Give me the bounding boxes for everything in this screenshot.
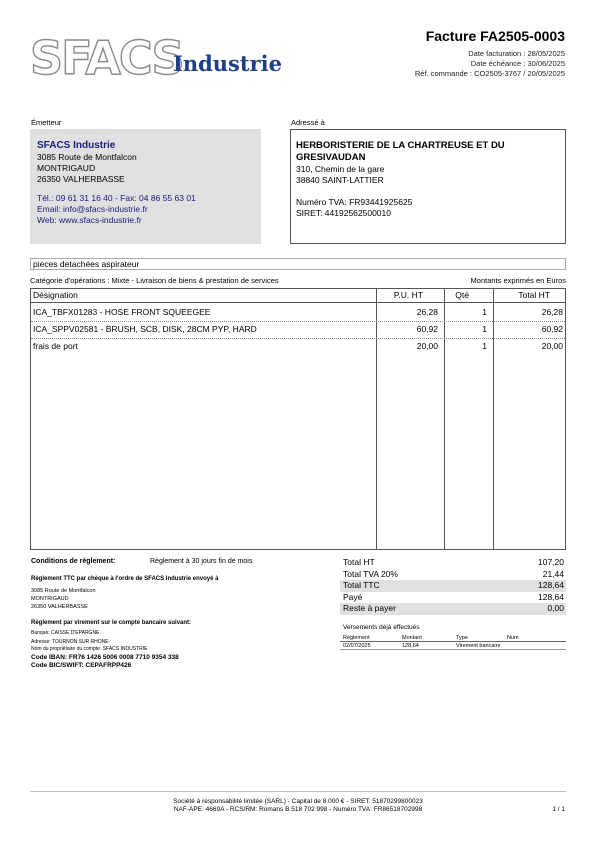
row-designation: ICA_TBFX01283 - HOSE FRONT SQUEEGEE: [33, 307, 211, 317]
recipient-address-line: 38840 SAINT-LATTIER: [296, 175, 384, 185]
row-unit-price: 20,00: [416, 341, 438, 351]
issuer-box: [30, 129, 261, 244]
cheque-address-line: 3085 Route de Montfalcon: [31, 588, 96, 594]
row-quantity: 1: [482, 307, 487, 317]
row-quantity: 1: [482, 324, 487, 334]
row-quantity: 1: [482, 341, 487, 351]
footer-legal-line: Société à responsabilité limitée (SARL) - Capital de 8 000 € - SIRET: 51870299800023: [173, 798, 423, 805]
company-logo: [30, 33, 290, 83]
row-total: 26,28: [541, 307, 563, 317]
payments-header-amount: Montant: [402, 635, 422, 641]
recipient-label: Adressé à: [291, 118, 325, 127]
order-reference: Réf. commande : CO2505-3767 / 20/05/2025: [414, 69, 565, 78]
due-date: Date échéance : 30/06/2025: [470, 59, 565, 68]
iban: Code IBAN: FR76 1426 5006 0008 7710 9354 338: [31, 654, 179, 661]
row-total: 20,00: [541, 341, 563, 351]
issuer-address-line: MONTRIGAUD: [37, 163, 96, 173]
bank-name: Banque: CAISSE D'EPARGNE: [31, 630, 100, 636]
cheque-instructions: Règlement TTC par chèque à l'ordre de SFACS Industrie envoyé à: [31, 576, 219, 582]
total-row: [340, 603, 566, 615]
transfer-instructions: Règlement par virement sur le compte bancaire suivant:: [31, 620, 192, 626]
row-total: 60,92: [541, 324, 563, 334]
footer-divider: [30, 791, 566, 792]
currency-note: Montants exprimés en Euros: [470, 276, 566, 285]
recipient-address-line: 310, Chemin de la gare: [296, 164, 385, 174]
invoice-title: Facture FA2505-0003: [425, 28, 565, 44]
issuer-name: SFACS Industrie: [37, 140, 116, 151]
total-value: 21,44: [542, 568, 564, 579]
payment-terms-label: Conditions de règlement:: [31, 558, 116, 565]
total-label: Total HT: [343, 557, 375, 567]
table-header: [31, 289, 565, 303]
cheque-address-line: MONTRIGAUD: [31, 596, 69, 602]
issuer-website[interactable]: Web: www.sfacs-industrie.fr: [37, 215, 142, 225]
row-unit-price: 60,92: [416, 324, 438, 334]
cheque-address-line: 26350 VALHERBASSE: [31, 604, 88, 610]
total-label: Payé: [343, 591, 363, 602]
total-value: 107,20: [538, 557, 564, 567]
table-row: [31, 304, 565, 322]
invoice-date: Date facturation : 28/05/2025: [468, 49, 565, 58]
payment-type: Virement bancaire: [456, 643, 501, 649]
total-row: [340, 592, 566, 604]
bic-swift: Code BIC/SWIFT: CEPAFRPP426: [31, 662, 132, 669]
total-row: [340, 580, 566, 592]
total-value: 0,00: [547, 603, 564, 613]
payment-amount: 128,64: [402, 643, 419, 649]
total-label: Total TTC: [343, 580, 380, 590]
payments-header-number: Num: [507, 635, 519, 641]
header-total: Total HT: [518, 290, 550, 300]
bank-address: Adresse: TOURNON SUR RHONE: [31, 639, 109, 645]
issuer-address-line: 3085 Route de Montfalcon: [37, 152, 137, 162]
operations-line: [30, 276, 566, 285]
logo-mark: SFACS: [30, 31, 183, 85]
recipient-box: [290, 129, 566, 244]
header-unit-price: P.U. HT: [393, 290, 423, 300]
recipient-name-cont: GRESIVAUDAN: [296, 152, 366, 163]
issuer-address-line: 26350 VALHERBASSE: [37, 174, 125, 184]
header-quantity: Qté: [455, 290, 469, 300]
total-label: Total TVA 20%: [343, 568, 398, 579]
logo-subtitle: Industrie: [173, 51, 282, 76]
payments-table: [340, 634, 566, 650]
operations-category: Catégorie d'opérations : Mixte - Livraison de biens & prestation de services: [30, 276, 279, 285]
totals-block: [340, 557, 566, 615]
recipient-name: HERBORISTERIE DE LA CHARTREUSE ET DU: [296, 140, 505, 151]
table-row: [31, 338, 565, 356]
recipient-siret: SIRET: 44192562500010: [296, 208, 391, 218]
issuer-phone: Tél.: 09 61 31 16 40 - Fax: 04 86 55 63 01: [37, 193, 196, 203]
payment-terms-value: Règlement à 30 jours fin de mois: [150, 558, 253, 565]
page-number: 1 / 1: [552, 806, 565, 813]
row-designation: frais de port: [33, 341, 78, 351]
total-row: [340, 569, 566, 581]
payment-date: 02/07/2025: [343, 643, 371, 649]
total-row: [340, 557, 566, 569]
issuer-email[interactable]: Email: info@sfacs-industrie.fr: [37, 204, 148, 214]
total-value: 128,64: [538, 591, 564, 602]
items-table: [30, 288, 566, 550]
row-designation: ICA_SPPV02581 - BRUSH, SCB, DISK, 28CM PYP, HARD: [33, 324, 257, 334]
row-unit-price: 26,28: [416, 307, 438, 317]
payments-header-date: Règlement: [343, 635, 370, 641]
account-owner: Nom du propriétaire du compte: SFACS INDUSTRIE: [31, 646, 148, 652]
payments-label: Versements déjà effectués: [343, 624, 420, 631]
total-label: Reste à payer: [343, 603, 396, 613]
issuer-label: Émetteur: [31, 118, 62, 127]
total-value: 128,64: [538, 580, 564, 590]
payments-header: [340, 634, 566, 642]
table-row: [31, 321, 565, 339]
header-designation: Désignation: [33, 290, 78, 300]
invoice-object: pieces detachées aspirateur: [30, 258, 566, 270]
footer-legal-line: NAF-APE: 4669A - RCS/RM: Romans B 518 702 998 - Numéro TVA: FR86518702998: [173, 806, 423, 813]
recipient-vat: Numéro TVA: FR93441925625: [296, 197, 413, 207]
payment-row: [340, 642, 566, 650]
payments-header-type: Type: [456, 635, 468, 641]
